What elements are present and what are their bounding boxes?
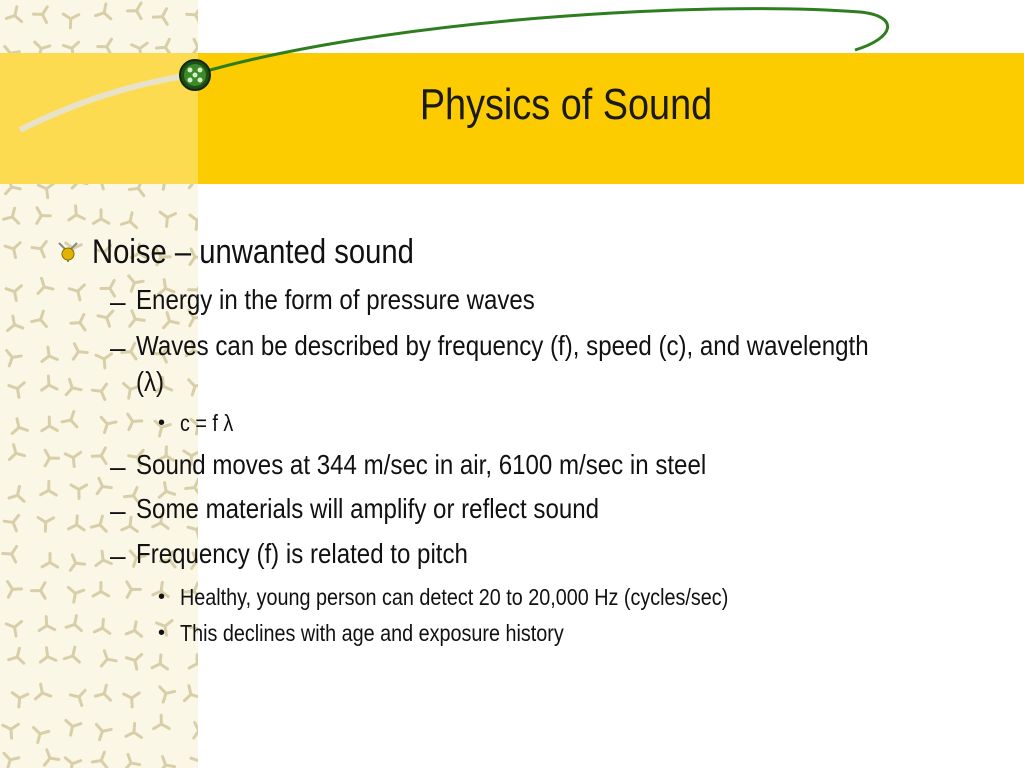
dash-marker: –	[110, 451, 126, 482]
dot-marker: •	[158, 586, 166, 608]
age-decline-point: This declines with age and exposure history	[180, 620, 564, 646]
sub-bullet-waves-cont: (λ)	[136, 366, 165, 397]
formula-point: c = f λ	[180, 410, 234, 436]
dash-marker: –	[110, 332, 126, 363]
bullet-main: Noise – unwanted sound	[92, 233, 414, 271]
dot-marker: •	[158, 622, 166, 644]
sub-bullet-energy: Energy in the form of pressure waves	[136, 284, 535, 315]
sub-bullet-materials: Some materials will amplify or reflect sound	[136, 493, 600, 524]
dash-marker: –	[110, 495, 126, 526]
dot-marker: •	[158, 412, 166, 434]
dash-marker: –	[110, 286, 126, 317]
bullet-icon	[56, 240, 80, 264]
sub-bullet-speed: Sound moves at 344 m/sec in air, 6100 m/sec in steel	[136, 449, 707, 480]
slide-title: Physics of Sound	[419, 80, 713, 129]
sub-bullet-waves: Waves can be described by frequency (f), speed (c), and wavelength	[136, 330, 869, 361]
sub-bullet-frequency: Frequency (f) is related to pitch	[136, 538, 468, 569]
dash-marker: –	[110, 540, 126, 571]
hearing-range-point: Healthy, young person can detect 20 to 20,000 Hz (cycles/sec)	[180, 584, 729, 610]
